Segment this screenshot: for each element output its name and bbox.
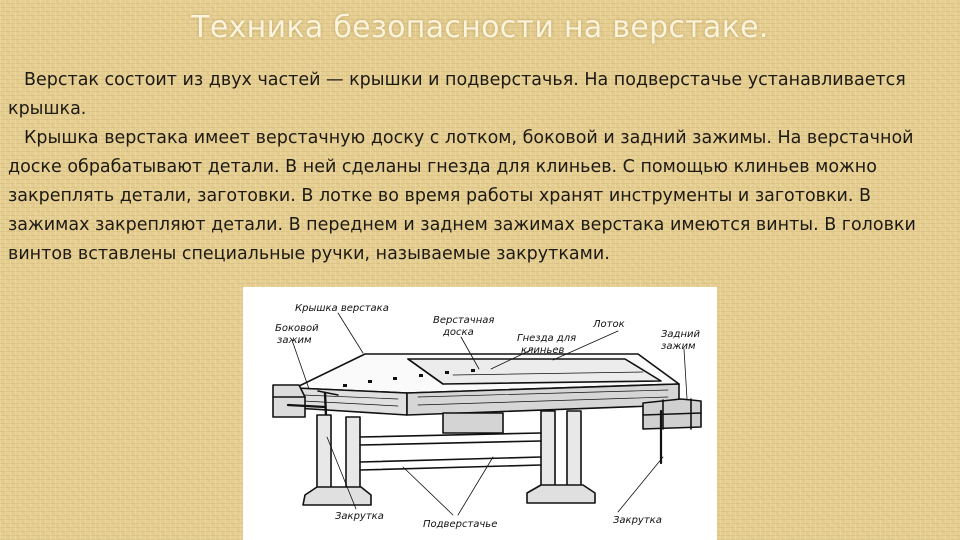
label-gnezda-1: Гнезда для <box>517 333 577 344</box>
label-doska-1: Верстачная <box>433 315 495 326</box>
label-gnezda-2: клиньев <box>521 345 565 356</box>
label-zadniy-2: зажим <box>661 341 696 352</box>
body-text <box>8 66 948 269</box>
label-podverstachye: Подверстачье <box>423 519 498 530</box>
workbench-drawing <box>243 287 717 540</box>
slide-title: Техника безопасности на верстаке. <box>191 10 769 45</box>
label-bokovoy-2: зажим <box>277 335 312 346</box>
paragraph-2: Крышка верстака имеет верстачную доску с лотком, боковой и задний зажимы. На верстачной доске обрабатывают детали. В ней сделаны гнезда для клиньев. С помощью клиньев можно закреплять детали, заготовки. В лотке во время работы хранят инструменты и заготовки. В зажимах закрепляют детали. В переднем и заднем зажимах верстака имеются винты. В головки винтов вставлены специальные ручки, называемые закрутками. <box>8 128 916 264</box>
side-vise <box>273 385 305 417</box>
label-lotok: Лоток <box>593 319 625 330</box>
label-bokovoy-1: Боковой <box>275 323 319 334</box>
label-zadniy-1: Задний <box>661 329 700 340</box>
label-kryshka: Крышка верстака <box>295 303 389 314</box>
label-zakrutka-left: Закрутка <box>335 511 384 522</box>
workbench-diagram <box>243 287 717 540</box>
label-zakrutka-right: Закрутка <box>613 515 662 526</box>
label-doska-2: доска <box>443 327 474 338</box>
paragraph-1: Верстак состоит из двух частей — крышки и подверстачья. На подверстачье устанавливается крышка. <box>8 70 906 119</box>
